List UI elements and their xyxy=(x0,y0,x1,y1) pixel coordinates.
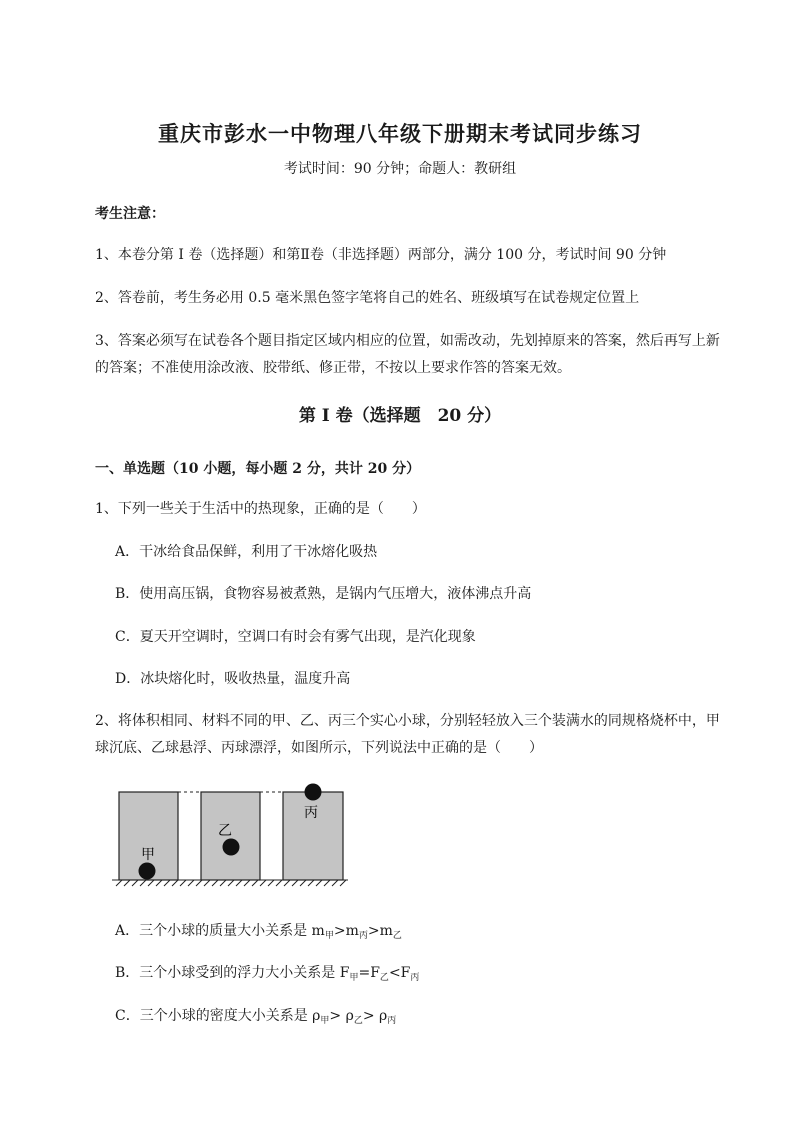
part-heading: 一、单选题（10 小题，每小题 2 分，共计 20 分） xyxy=(95,461,421,477)
question-2-stem-line-1: 2、将体积相同、材料不同的甲、乙、丙三个实心小球，分别轻轻放入三个装满水的同规格烧杯中，甲 xyxy=(95,713,720,729)
notice-item-2: 2、答卷前，考生务必用 0.5 毫米黑色签字笔将自己的姓名、班级填写在试卷规定位置上 xyxy=(95,290,640,306)
question-1-option-b: B．使用高压锅，食物容易被煮熟，是锅内气压增大，液体沸点升高 xyxy=(115,586,532,602)
question-1-option-a: A．干冰给食品保鲜，利用了干冰熔化吸热 xyxy=(115,544,378,560)
question-2-option-b: B．三个小球受到的浮力大小关系是 $F_甲=F_乙<F_丙$ xyxy=(115,965,420,983)
question-2-option-a: A．三个小球的质量大小关系是 $m_甲>m_丙>m_乙$ xyxy=(115,923,402,941)
question-1-option-c: C．夏天开空调时，空调口有时会有雾气出现，是汽化现象 xyxy=(115,629,476,645)
notice-item-3-line-2: 的答案；不准使用涂改液、胶带纸、修正带，不按以上要求作答的答案无效。 xyxy=(95,360,571,376)
ball-yi xyxy=(223,839,240,856)
exam-info: 考试时间：90 分钟；命题人：教研组 xyxy=(283,161,517,177)
ball-jia-label: 甲 xyxy=(141,847,155,863)
ball-jia xyxy=(139,863,156,880)
ball-yi-label: 乙 xyxy=(218,823,232,839)
question-1-option-d: D．冰块熔化时，吸收热量，温度升高 xyxy=(115,671,351,687)
notice-item-1: 1、本卷分第 I 卷（选择题）和第Ⅱ卷（非选择题）两部分，满分 100 分，考试时间 90 分钟 xyxy=(95,247,667,263)
section-title: 第 I 卷（选择题 20 分） xyxy=(298,406,502,426)
page-title: 重庆市彭水一中物理八年级下册期末考试同步练习 xyxy=(158,121,642,146)
ball-bing-label: 丙 xyxy=(304,805,318,821)
ground-hatch xyxy=(112,880,348,886)
notice-item-3-line-1: 3、答案必须写在试卷各个题目指定区域内相应的位置，如需改动，先划掉原来的答案，然后再写上新 xyxy=(95,333,720,349)
question-2-option-c: C．三个小球的密度大小关系是 $\rho_甲> \rho_乙> \rho_丙$ xyxy=(115,1008,397,1026)
ball-bing xyxy=(305,784,322,801)
question-1-stem: 1、下列一些关于生活中的热现象，正确的是（ ） xyxy=(95,501,426,517)
notice-heading: 考生注意： xyxy=(95,206,165,222)
beakers-figure xyxy=(108,778,353,890)
question-2-stem-line-2: 球沉底、乙球悬浮、丙球漂浮，如图所示，下列说法中正确的是（ ） xyxy=(95,740,543,756)
